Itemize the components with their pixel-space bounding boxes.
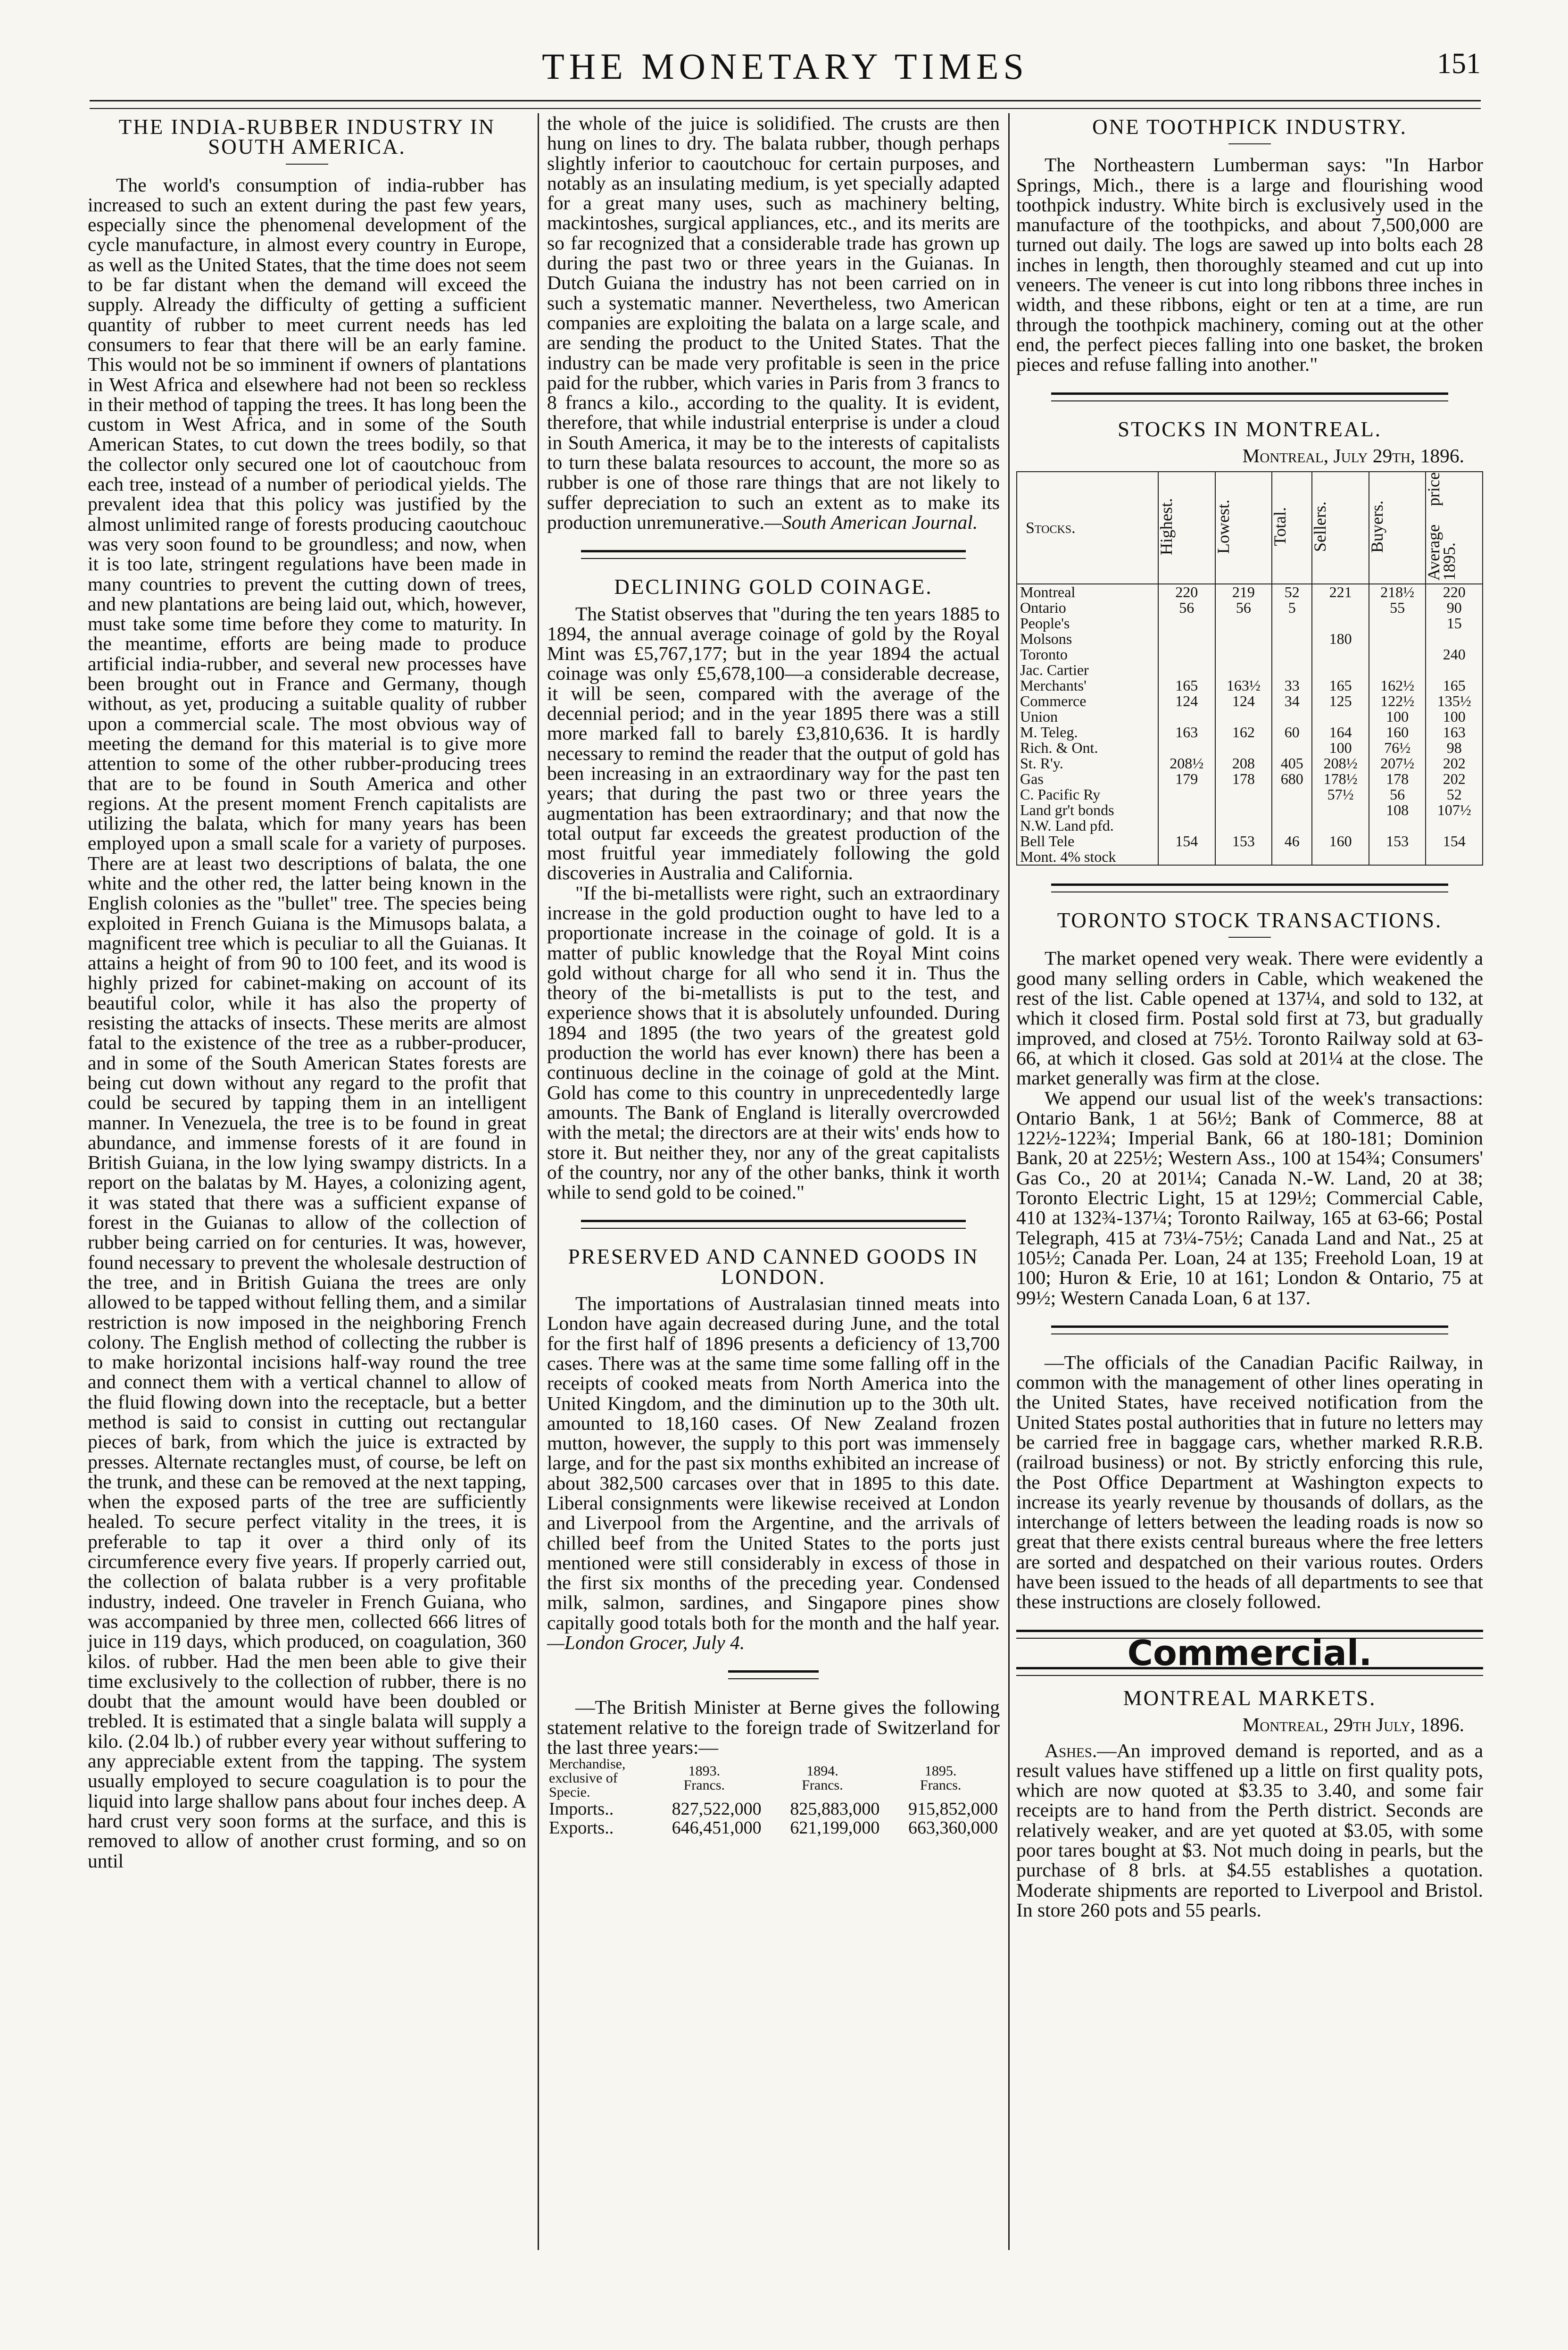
berne-paragraph: —The British Minister at Berne gives the following statement relative to the foreign trade of Switzerland for the last three years:— (547, 1696, 1000, 1758)
stocks-cell (1369, 631, 1426, 647)
trade-cell: 825,883,000 (790, 1799, 880, 1819)
stocks-row-name: Commerce (1017, 693, 1158, 709)
cpr-paragraph: —The officials of the Canadian Pacific Railway, in common with the management of other lines operating in the United States, have received notification from the United States postal authorities that in future no letters may be carried free in baggage cars, whether marked R.R.B. (railroad business) or not. By strictly enforcing this rule, the Post Office Department at Washington expects to increase its yearly revenue by thousands of dollars, as the interchange of letters between the leading roads is now so great that there exists central bureaus where the free letters are sorted and despatched on their various routes. Orders have been issued to the heads of all departments to see that these instructions are closely followed. (1016, 1351, 1483, 1613)
stocks-cell: 207½ (1369, 756, 1426, 771)
stocks-cell: 162 (1215, 725, 1272, 740)
stocks-row-name: Merchants' (1017, 678, 1158, 693)
stocks-cell (1272, 631, 1312, 647)
stocks-cell: 122½ (1369, 693, 1426, 709)
trade-cell: 663,360,000 (908, 1818, 998, 1838)
stocks-cell (1312, 647, 1369, 662)
stocks-cell: 160 (1312, 833, 1369, 849)
trade-header-label: Merchandise, exclusive of Specie. (549, 1756, 626, 1800)
stocks-row-name: C. Pacific Ry (1017, 787, 1158, 802)
stocks-cell: 98 (1426, 740, 1483, 756)
stocks-cell (1369, 662, 1426, 678)
column-1 (88, 113, 526, 1871)
stocks-row-name: Union (1017, 709, 1158, 725)
heading-stub-rule (1228, 143, 1271, 144)
stocks-cell (1158, 616, 1215, 631)
article-heading-preserved-goods: PRESERVED AND CANNED GOODS IN LONDON. (568, 1245, 979, 1289)
article-continuation (547, 113, 1000, 532)
article-heading-stocks-montreal: STOCKS IN MONTREAL. (1118, 417, 1382, 441)
stocks-cell: 124 (1215, 693, 1272, 709)
stocks-cell: 219 (1215, 584, 1272, 600)
stocks-cell: 208 (1215, 756, 1272, 771)
trade-year: 1893. Francs. (683, 1763, 725, 1793)
heading-stub-rule (1228, 937, 1271, 938)
stocks-cell (1272, 616, 1312, 631)
toronto-paragraph-1: The market opened very weak. There were evidently a good many selling orders in Cable, which weakened the rest of the list. Cable opened at 137¼, and sold to 132, at which it closed firm. Postal sold first at 73, but gradually improved, and closed at 75½. Toronto Railway sold at 63-66, at which it closed. Gas sold at 201¼ at the close. The market generally was firm at the close. (1016, 947, 1483, 1089)
stocks-cell (1426, 662, 1483, 678)
stocks-cell (1369, 849, 1426, 865)
stocks-cell: 179 (1158, 771, 1215, 787)
section-separator (1051, 883, 1448, 892)
stocks-cell: 100 (1369, 709, 1426, 725)
stocks-cell: 52 (1426, 787, 1483, 802)
stocks-cell: 221 (1312, 584, 1369, 600)
preserved-source: —London Grocer, July 4. (547, 1632, 745, 1654)
stocks-cell (1312, 662, 1369, 678)
stocks-cell (1272, 787, 1312, 802)
stocks-cell: 135½ (1426, 693, 1483, 709)
stocks-cell: 56 (1158, 600, 1215, 616)
stocks-header-name: Stocks. (1017, 472, 1158, 584)
stocks-row (1017, 584, 1483, 600)
stocks-header: Average price 1895. (1426, 472, 1483, 584)
stocks-header-row (1017, 472, 1483, 584)
stocks-row (1017, 740, 1483, 756)
trade-header-row (547, 1757, 1000, 1800)
stocks-row-name: Montreal (1017, 584, 1158, 600)
stocks-cell: 218½ (1369, 584, 1426, 600)
stocks-row-name: Bell Tele (1017, 833, 1158, 849)
stocks-cell (1158, 709, 1215, 725)
stocks-cell: 202 (1426, 771, 1483, 787)
stocks-cell (1272, 662, 1312, 678)
stocks-cell (1312, 849, 1369, 865)
stocks-cell: 56 (1369, 787, 1426, 802)
article-heading-gold-coinage: DECLINING GOLD COINAGE. (614, 575, 933, 599)
stocks-cell: 163½ (1215, 678, 1272, 693)
stocks-table (1016, 471, 1483, 866)
column-2 (547, 113, 1000, 1837)
stocks-cell (1158, 631, 1215, 647)
stocks-cell: 46 (1272, 833, 1312, 849)
stocks-cell (1158, 802, 1215, 818)
section-separator (581, 1220, 966, 1229)
gold-paragraph-2: "If the bi-metallists were right, such an extraordinary increase in the gold production ought to have led to a proportionate increase in the coinage of gold. It is a matter of public knowledge that the Royal Mint coins gold without charge for all who send it in. Thus the theory of the bi-metallists is put to the test, and experience shows that it is absolutely unfounded. During 1894 and 1895 (the two years of the greatest gold production the world has ever known) there has been a continuous decline in the coinage of gold at the Mint. Gold has come to this country in unprecedentedly large amounts. The Bank of England is literally overcrowded with the metal; the directors are at their wits' ends how to store it. But neither they, nor any of the great capitalists of the country, nor any of the other banks, think it worth while to send gold to be coined." (547, 882, 1000, 1203)
stocks-cell (1369, 647, 1426, 662)
gold-paragraph-1: The Statist observes that "during the ten years 1885 to 1894, the annual average coinage of gold by the Royal Mint was £5,767,177; but in the year 1894 the actual coinage was only £5,678,100—a considerable decrease, it will be seen, compared with the average of the decennial period; and in the year 1895 there was a still more marked fall to barely £3,810,636. It is hardly necessary to remind the reader that the output of gold has been increasing in an extraordinary way for the past ten years; that during the past two or three years the augmentation has been extraordinary; and that now the total output far exceeds the greatest production of the most fruitful year immediately following the gold discoveries in Australia and California. (547, 602, 1000, 884)
stocks-cell: 153 (1369, 833, 1426, 849)
stocks-cell (1158, 787, 1215, 802)
stocks-header: Buyers. (1369, 472, 1426, 584)
stocks-cell: 60 (1272, 725, 1312, 740)
article-heading-toronto-stocks: TORONTO STOCK TRANSACTIONS. (1057, 908, 1443, 933)
stocks-cell (1215, 849, 1272, 865)
stocks-cell: 180 (1312, 631, 1369, 647)
stocks-cell (1215, 709, 1272, 725)
stocks-cell: 56 (1215, 600, 1272, 616)
stocks-cell: 680 (1272, 771, 1312, 787)
stocks-cell (1215, 631, 1272, 647)
stocks-row (1017, 647, 1483, 662)
trade-cell: 915,852,000 (908, 1799, 998, 1819)
stocks-cell (1272, 647, 1312, 662)
stocks-cell (1215, 787, 1272, 802)
stocks-cell: 90 (1426, 600, 1483, 616)
stocks-cell (1312, 802, 1369, 818)
stocks-row-name: Land gr't bonds (1017, 802, 1158, 818)
stocks-row-name: St. R'y. (1017, 756, 1158, 771)
stocks-cell: 100 (1426, 709, 1483, 725)
stocks-cell (1158, 647, 1215, 662)
stocks-row-name: M. Teleg. (1017, 725, 1158, 740)
stocks-cell: 178 (1215, 771, 1272, 787)
stocks-cell: 154 (1158, 833, 1215, 849)
stocks-cell: 178½ (1312, 771, 1369, 787)
ashes-paragraph (1016, 1741, 1483, 1920)
section-separator (1051, 392, 1448, 401)
stocks-cell: 124 (1158, 693, 1215, 709)
article-heading-montreal-markets: MONTREAL MARKETS. (1123, 1686, 1377, 1710)
ashes-label: Ashes. (1045, 1739, 1097, 1761)
preserved-text: The importations of Australasian tinned meats into London have again decreased during June, and the total for the first half of 1896 presents a deficiency of 13,700 cases. There was at the same time some falling off in the receipts of cooked meats from North America into the United Kingdom, and the diminution up to the 30th ult. amounted to 18,160 cases. Of New Zealand frozen mutton, however, the supply to this port was immensely large, and for the past six months exhibited an increase of about 382,500 carcases over that in 1895 to this date. Liberal consignments were likewise received at London and Liverpool from the Argentine, and the arrivals of chilled beef from the United States to the ports just mentioned were still considerably in excess of those in the first six months of the preceding year. Condensed milk, salmon, sardines, and Singapore pines show capitally good totals both for the month and the half year. (547, 1292, 1000, 1633)
stocks-cell (1215, 647, 1272, 662)
trade-cell: 646,451,000 (672, 1818, 762, 1838)
stocks-row-name: Toronto (1017, 647, 1158, 662)
stocks-cell (1312, 818, 1369, 833)
stocks-cell (1312, 616, 1369, 631)
stocks-cell: 5 (1272, 600, 1312, 616)
stocks-cell (1426, 631, 1483, 647)
article-body-india-rubber: The world's consumption of india-rubber has increased to such an extent during the past few years, especially since the phenomenal development of the cycle manufacture, in almost every country in Europe, as well as the United States, that the time does not seem to be far distant when the demand will exceed the supply. Already the difficulty of getting a sufficient quantity of rubber to meet current needs has led consumers to fear that there will be an early famine. This would not be so imminent if owners of plantations in West Africa and elsewhere had not been so reckless in their method of tapping the trees. It has long been the custom in West Africa, and in some of the South American States, to cut down the trees bodily, so that the collector only secured one lot of caoutchouc from each tree, instead of a number of periodical yields. The prevalent idea that this policy was justified by the almost unlimited range of forests producing caoutchouc was very soon found to be groundless; and now, when it is too late, stringent regulations have been made in many countries to prevent the cutting down of trees, and new plantations are being laid out, which, however, must take some time before they come to maturity. In the meantime, efforts are being made to produce artificial india-rubber, and several new processes have been brought out in France and Germany, though without, as yet, producing a suitable quality of rubber upon a commercial scale. The most obvious way of meeting the demand for this material is to give more attention to some of the other rubber-producing trees that are to be found in South America and other regions. At the present moment French capitalists are utilizing the balata, which for many years has been employed upon a small scale for a variety of purposes. There are at least two descriptions of balata, the one white and the other red, the latter being known in the English colonies as the "bullet" tree. The species being exploited in French Guiana is the Mimusops balata, a magnificent tree which is peculiar to all the Guianas. It attains a height of from 90 to 100 feet, and its wood is highly prized for cabinet-making on account of its beautiful color, while it has also the property of resisting the attacks of insects. These merits are almost fatal to the existence of the tree as a rubber-producer, and in some of the South American States forests are being cut down without any regard to the profit that could be secured by tapping them in an intelligent manner. In Venezuela, the tree is to be found in great abundance, and immense forests of it are found in British Guiana, in the low lying swampy districts. In a report on the balatas by M. Hayes, a colonizing agent, it was stated that there was a sufficient expanse of forest in the Guianas to allow of the collection of rubber being carried on for centuries. It was, however, found necessary to prevent the wholesale destruction of the tree, and in British Guiana the trees are only allowed to be tapped without felling them, and a similar restriction is now imposed in the neighboring French colony. The English method of collecting the rubber is to make horizontal incisions half-way round the tree and connect them with a vertical channel to allow of the fluid flowing down into the receptacle, but a better method is said to consist in cutting out rectangular pieces of bark, from which the juice is extracted by presses. Alternate rectangles must, of course, be left on the trunk, and these can be removed at the next tapping, when the exposed parts of the tree are sufficiently healed. To secure perfect vitality in the trees, it is preferable to tap it over a third only of its circumference every five years. If properly carried out, the collection of balata rubber is a very profitable industry, indeed. One traveler in French Guiana, who was accompanied by three men, collected 666 litres of juice in 119 days, which produced, on coagulation, 360 kilos. of rubber. Had the men been able to give their time exclusively to the collection of rubber, there is no doubt that the amount would have been doubled or trebled. It is estimated that a single balata will supply a kilo. (2.04 lb.) of rubber every year without suffering to any appreciable extent from the tapping. The system usually employed to secure coagulation is to pour the liquid into large shallow pans about four inches deep. A hard crust very soon forms at the surface, and this is removed to allow of another crust forming, and so on until (88, 174, 526, 1872)
stocks-cell: 52 (1272, 584, 1312, 600)
stocks-table-body (1017, 584, 1483, 865)
masthead-title: THE MONETARY TIMES (542, 46, 1029, 87)
trade-row-label: Exports.. (549, 1818, 614, 1838)
trade-row (547, 1800, 1000, 1818)
stocks-cell: 55 (1369, 600, 1426, 616)
stocks-cell (1215, 616, 1272, 631)
stocks-cell: 163 (1158, 725, 1215, 740)
toothpick-paragraph: The Northeastern Lumberman says: "In Harbor Springs, Mich., there is a large and flourishing wood toothpick industry. White birch is exclusively used in the manufacture of the toothpicks, and about 7,500,000 are turned out daily. The logs are sawed up into bolts each 28 inches in length, then thoroughly steamed and cut up into veneers. The veneer is cut into long ribbons three inches in width, and these ribbons, eight or ten at a time, are run through the toothpick machinery, coming out at the other end, the perfect pieces falling into one basket, the broken pieces and refuse falling into another." (1016, 154, 1483, 375)
stocks-cell (1158, 662, 1215, 678)
stocks-cell (1215, 818, 1272, 833)
trade-cell: 621,199,000 (790, 1818, 880, 1838)
section-separator (1051, 1325, 1448, 1334)
stocks-row (1017, 802, 1483, 818)
column-divider-2 (1008, 113, 1010, 2250)
stocks-cell: 162½ (1369, 678, 1426, 693)
stocks-row-name: Molsons (1017, 631, 1158, 647)
stocks-cell (1215, 802, 1272, 818)
stocks-cell: 34 (1272, 693, 1312, 709)
stocks-cell (1158, 818, 1215, 833)
toronto-paragraph-2: We append our usual list of the week's transactions: Ontario Bank, 1 at 56½; Bank of Commerce, 88 at 122½-122¾; Imperial Bank, 66 at 180-181; Dominion Bank, 20 at 225½; Western Ass., 100 at 154¾; Consumers' Gas Co., 20 at 201¼; Canada N.-W. Land, 20 at 38; Toronto Electric Light, 15 at 129½; Commercial Cable, 410 at 132¾-137¼; Toronto Railway, 165 at 63-66; Postal Telegraph, 415 at 73¼-75½; Canada Land and Nat., 25 at 105½; Canada Per. Loan, 24 at 135; Freehold Loan, 19 at 100; Huron & Erie, 10 at 161; London & Ontario, 75 at 99½; Western Canada Loan, 6 at 137. (1016, 1087, 1483, 1308)
stocks-cell: 57½ (1312, 787, 1369, 802)
stocks-row-name: Rich. & Ont. (1017, 740, 1158, 756)
stocks-cell (1272, 709, 1312, 725)
stocks-cell: 178 (1369, 771, 1426, 787)
masthead-rule (90, 100, 1481, 109)
stocks-row (1017, 709, 1483, 725)
heading-stub-rule (286, 164, 328, 165)
stocks-row-name: Mont. 4% stock (1017, 849, 1158, 865)
stocks-dateline: Montreal, July 29th, 1896. (1242, 444, 1464, 467)
trade-cell: 827,522,000 (672, 1799, 762, 1819)
stocks-row (1017, 631, 1483, 647)
stocks-cell (1158, 849, 1215, 865)
stocks-cell: 160 (1369, 725, 1426, 740)
stocks-row (1017, 787, 1483, 802)
stocks-cell (1312, 600, 1369, 616)
stocks-cell: 220 (1426, 584, 1483, 600)
stocks-cell (1426, 818, 1483, 833)
stocks-cell: 15 (1426, 616, 1483, 631)
page-number: 151 (1437, 48, 1481, 80)
stocks-row (1017, 725, 1483, 740)
stocks-row-name: N.W. Land pfd. (1017, 818, 1158, 833)
stocks-cell (1272, 849, 1312, 865)
continuation-source: —South American Journal. (764, 511, 978, 533)
stocks-cell (1272, 740, 1312, 756)
stocks-row (1017, 662, 1483, 678)
stocks-header: Lowest. (1215, 472, 1272, 584)
continuation-text: the whole of the juice is solidified. The crusts are then hung on lines to dry. The balata rubber, though perhaps slightly inferior to caoutchouc for certain purposes, and notably as an insulating medium, is yet specially adapted for a great many uses, such as machinery belting, mackintoshes, surgical appliances, etc., and its merits are so far recognized that a considerable trade has grown up during the past two or three years in the Guianas. In Dutch Guiana the industry has not been carried on in such a systematic manner. Nevertheless, two American companies are exploiting the balata on a large scale, and are sending the product to the United States. That the industry can be made very profitable is seen in the price paid for the rubber, which varies in Paris from 3 francs to 8 francs a kilo., according to the quality. It is evident, therefore, that while industrial enterprise is under a cloud in South America, it may be to the interests of capitalists to turn these balata resources to account, the more so as rubber is one of those rare things that are not likely to suffer depreciation to such an extent as to make its production unremunerative. (547, 112, 1000, 533)
stocks-cell: 107½ (1426, 802, 1483, 818)
stocks-cell: 163 (1426, 725, 1483, 740)
stocks-row (1017, 616, 1483, 631)
preserved-paragraph (547, 1293, 1000, 1652)
masthead (90, 45, 1481, 97)
stocks-cell: 165 (1312, 678, 1369, 693)
stocks-cell: 240 (1426, 647, 1483, 662)
ashes-text: —An improved demand is reported, and as a result values have stiffened up a little on first quality pots, which are now quoted at $3.35 to 3.40, and some fair receipts are to hand from the Perth district. Seconds are relatively weaker, and are yet quoted at $3.05, with some poor tares bought at $3. Not much doing in pearls, but the purchase of 8 brls. at $4.55 establishes a quotation. Moderate shipments are reported to Liverpool and Bristol. In store 260 pots and 55 pearls. (1016, 1739, 1483, 1921)
stocks-row-name: People's (1017, 616, 1158, 631)
stocks-row-name: Gas (1017, 771, 1158, 787)
stocks-cell: 154 (1426, 833, 1483, 849)
trade-row-label: Imports.. (549, 1799, 614, 1819)
stocks-cell: 202 (1426, 756, 1483, 771)
section-heading-commercial: Commercial. (1127, 1633, 1372, 1674)
stocks-row-name: Ontario (1017, 600, 1158, 616)
stocks-cell: 125 (1312, 693, 1369, 709)
stocks-cell (1312, 709, 1369, 725)
column-3 (1016, 113, 1483, 1920)
stocks-cell (1369, 616, 1426, 631)
trade-year: 1894. Francs. (802, 1763, 843, 1793)
stocks-header: Sellers. (1312, 472, 1369, 584)
stocks-cell (1272, 818, 1312, 833)
stocks-cell: 153 (1215, 833, 1272, 849)
stocks-row-name: Jac. Cartier (1017, 662, 1158, 678)
article-heading-toothpick: ONE TOOTHPICK INDUSTRY. (1092, 115, 1407, 139)
stocks-row (1017, 600, 1483, 616)
section-separator (728, 1670, 819, 1679)
stocks-row (1017, 849, 1483, 865)
column-divider-1 (538, 113, 539, 2250)
stocks-header: Total. (1272, 472, 1312, 584)
stocks-row (1017, 756, 1483, 771)
stocks-cell: 165 (1158, 678, 1215, 693)
stocks-cell (1158, 740, 1215, 756)
stocks-cell: 208½ (1158, 756, 1215, 771)
stocks-cell: 100 (1312, 740, 1369, 756)
stocks-cell: 165 (1426, 678, 1483, 693)
trade-year: 1895. Francs. (920, 1763, 962, 1793)
stocks-row (1017, 833, 1483, 849)
article-heading-india-rubber: THE INDIA-RUBBER INDUSTRY IN SOUTH AMERICA. (118, 115, 496, 159)
section-separator (581, 550, 966, 559)
stocks-cell: 33 (1272, 678, 1312, 693)
stocks-row (1017, 818, 1483, 833)
stocks-cell (1426, 849, 1483, 865)
stocks-cell: 108 (1369, 802, 1426, 818)
stocks-row (1017, 771, 1483, 787)
trade-row (547, 1818, 1000, 1837)
stocks-cell: 405 (1272, 756, 1312, 771)
stocks-cell (1369, 818, 1426, 833)
markets-dateline: Montreal, 29th July, 1896. (1242, 1714, 1464, 1736)
stocks-cell: 220 (1158, 584, 1215, 600)
stocks-header: Highest. (1158, 472, 1215, 584)
stocks-cell: 76½ (1369, 740, 1426, 756)
stocks-row (1017, 678, 1483, 693)
stocks-cell (1272, 802, 1312, 818)
swiss-trade-table (547, 1757, 1000, 1837)
stocks-row (1017, 693, 1483, 709)
stocks-cell: 164 (1312, 725, 1369, 740)
stocks-cell (1215, 662, 1272, 678)
stocks-cell (1215, 740, 1272, 756)
stocks-cell: 208½ (1312, 756, 1369, 771)
